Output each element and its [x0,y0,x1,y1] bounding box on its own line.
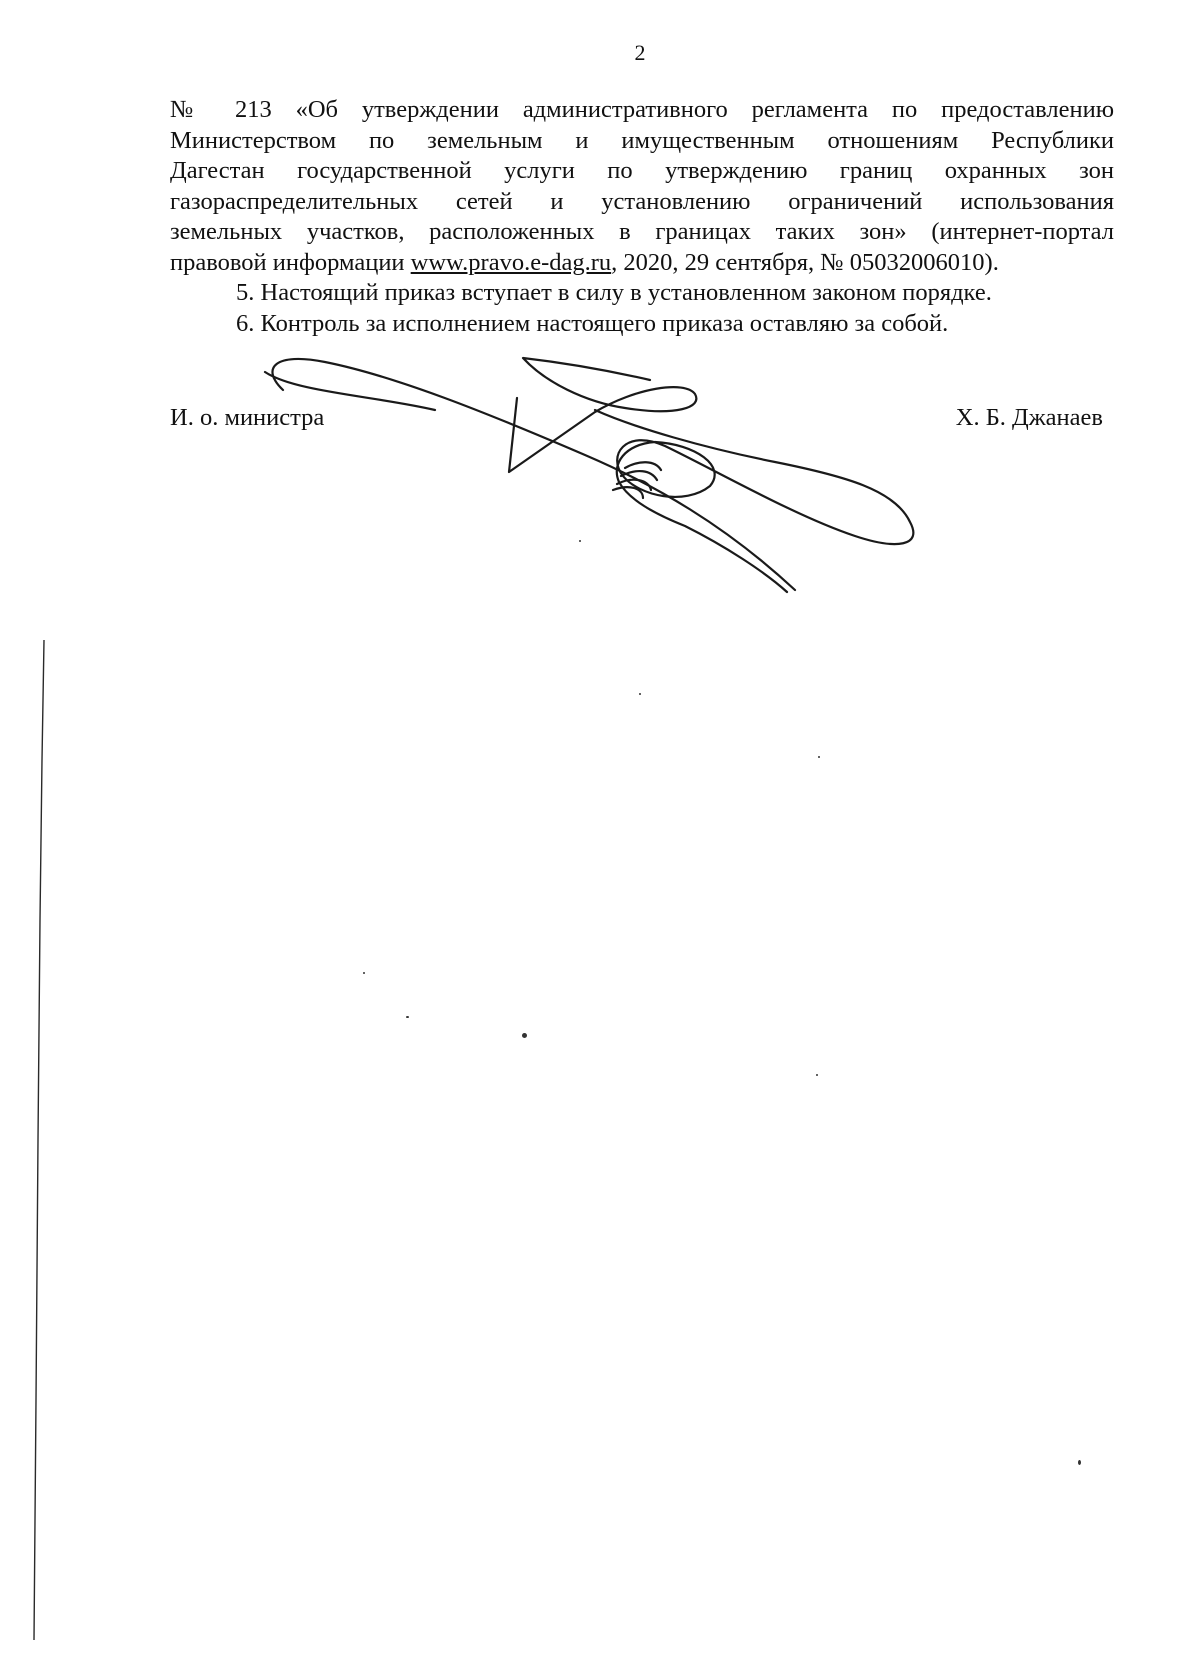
text-line: земельных участков, расположенных в границах таких зон» (интернет-портал [170,218,1114,245]
signer-position: И. о. министра [170,404,325,431]
signer-name: Х. Б. Джанаев [955,404,1103,431]
scan-dot [1078,1460,1081,1465]
text-line: газораспределительных сетей и установлению ограничений использования [170,187,1114,215]
text-line: № 213 «Об утверждении административного регламента по предоставлению [170,96,1114,123]
scan-dot [579,540,581,542]
text-fragment: , 2020, 29 сентября, № 05032006010). [611,248,999,276]
text-line: Дагестан государственной услуги по утверждению границ охранных зон [170,157,1114,184]
scan-dot [522,1033,527,1038]
paragraph-item-5: 5. Настоящий приказ вступает в силу в установленном законом порядке. [236,279,992,306]
text-fragment: правовой информации [170,248,411,276]
page-number: 2 [634,40,646,65]
text-line [170,248,1114,279]
scan-dot [639,693,641,695]
handwritten-signature [255,350,975,630]
scan-dot [363,972,365,974]
scan-dot [816,1074,818,1076]
portal-link[interactable]: www.pravo.e-dag.ru [410,248,612,276]
paragraph-item-6: 6. Контроль за исполнением настоящего приказа оставляю за собой. [236,309,949,337]
text-line: Министерством по земельным и имущественным отношениям Республики [170,126,1114,154]
paragraph-order-reference [170,95,1114,278]
document-body [170,95,1114,339]
scan-dot [818,756,820,758]
scan-margin-line [26,640,56,1640]
scan-dot [406,1016,409,1018]
